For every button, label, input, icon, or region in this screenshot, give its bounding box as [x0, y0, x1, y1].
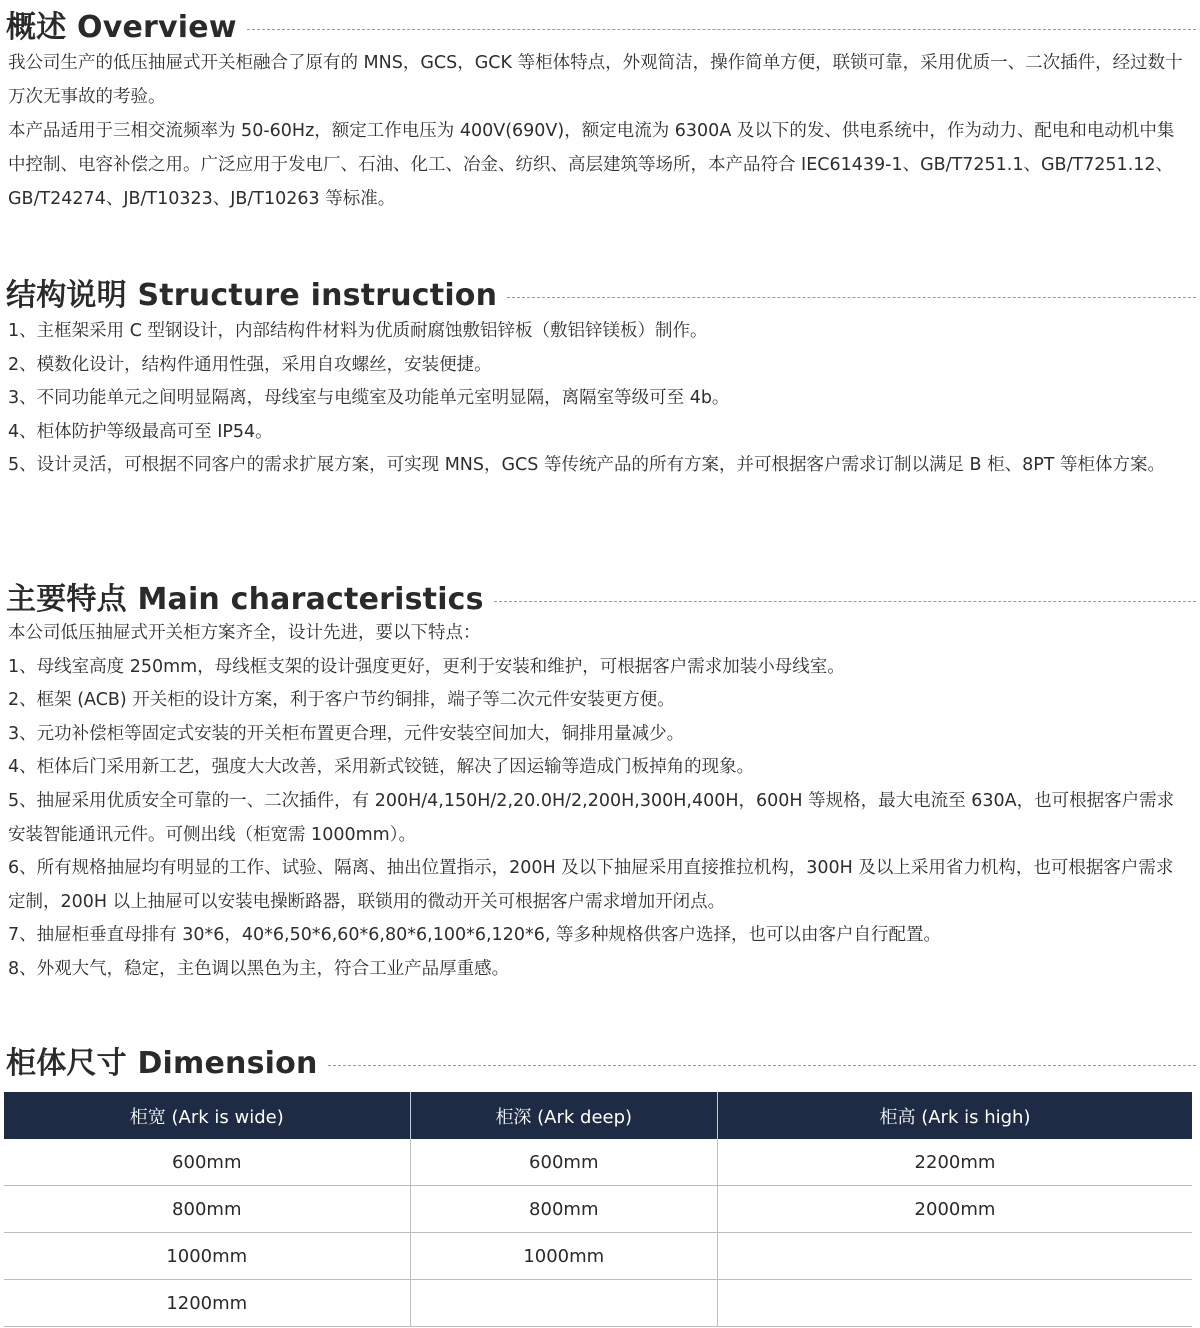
overview-heading: [0, 4, 1196, 44]
structure-title: 结构说明 Structure instruction: [6, 278, 498, 313]
structure-heading: [0, 272, 1196, 312]
header-depth: 柜深 (Ark deep): [410, 1092, 717, 1139]
table-cell: 800mm: [410, 1186, 717, 1233]
dashed-divider: [507, 297, 1196, 298]
table-header-row: [4, 1092, 1192, 1139]
overview-paragraph: 本产品适用于三相交流频率为 50-60Hz，额定工作电压为 400V(690V)，额定电流为 6300A 及以下的发、供电系统中，作为动力、配电和电动机中集中控制、电容补偿之用。广泛应用于发电厂、石油、化工、冶金、纺织、高层建筑等场所，本产品符合 IEC61439-1、GB/T7251.1、GB/T7251.12、GB/T24274、JB/T10323、JB/T10263 等标准。: [8, 121, 1175, 209]
table-cell: 600mm: [4, 1139, 410, 1186]
table-cell: 600mm: [410, 1139, 717, 1186]
dimension-title: 柜体尺寸 Dimension: [6, 1046, 318, 1081]
table-row: [4, 1186, 1192, 1233]
list-item: 4、柜体防护等级最高可至 IP54。: [8, 421, 273, 442]
overview-title: 概述 Overview: [6, 10, 237, 45]
table-row: [4, 1233, 1192, 1280]
table-cell: [717, 1280, 1192, 1327]
header-width: 柜宽 (Ark is wide): [4, 1092, 410, 1139]
main-characteristics-section: [0, 576, 1196, 987]
list-item: 5、抽屉采用优质安全可靠的一、二次插件，有 200H/4,150H/2,20.0H/2,200H,300H,400H，600H 等规格，最大电流至 630A，也可根据客户需求安装智能通讯元件。可侧出线（柜宽需 1000mm）。: [8, 790, 1175, 845]
main-title: 主要特点 Main characteristics: [6, 582, 484, 617]
list-item: 5、设计灵活，可根据不同客户的需求扩展方案，可实现 MNS，GCS 等传统产品的所有方案，并可根据客户需求订制以满足 B 柜、8PT 等柜体方案。: [8, 455, 1166, 476]
table-cell: 800mm: [4, 1186, 410, 1233]
table-cell: 2000mm: [717, 1186, 1192, 1233]
main-intro: 本公司低压抽屉式开关柜方案齐全，设计先进，要以下特点：: [8, 623, 481, 643]
table-cell: 1000mm: [4, 1233, 410, 1280]
dashed-divider: [328, 1065, 1196, 1066]
list-item: 3、元功补偿柜等固定式安装的开关柜布置更合理，元件安装空间加大，铜排用量减少。: [8, 723, 685, 744]
list-item: 1、母线室高度 250mm，母线框支架的设计强度更好，更利于安装和维护，可根据客户需求加装小母线室。: [8, 656, 845, 677]
list-item: 2、模数化设计，结构件通用性强，采用自攻螺丝，安装便捷。: [8, 354, 492, 375]
table-cell: 2200mm: [717, 1139, 1192, 1186]
table-row: [4, 1280, 1192, 1327]
list-item: 6、所有规格抽屉均有明显的工作、试验、隔离、抽出位置指示，200H 及以下抽屉采用直接推拉机构，300H 及以上采用省力机构，也可根据客户需求定制，200H 以上抽屉可以安装电操断路器，联锁用的微动开关可根据客户需求增加开闭点。: [8, 858, 1174, 912]
dimension-heading: [0, 1040, 1196, 1080]
list-item: 8、外观大气，稳定，主色调以黑色为主，符合工业产品厚重感。: [8, 958, 510, 979]
overview-section: [0, 4, 1196, 216]
list-item: 3、不同功能单元之间明显隔离，母线室与电缆室及功能单元室明显隔，离隔室等级可至 4b。: [8, 388, 730, 409]
dashed-divider: [247, 29, 1196, 30]
dimension-table: [4, 1092, 1192, 1327]
list-item: 2、框架 (ACB) 开关柜的设计方案，利于客户节约铜排，端子等二次元件安装更方便。: [8, 690, 675, 711]
table-cell: [717, 1233, 1192, 1280]
main-list: [0, 617, 1196, 987]
list-item: 4、柜体后门采用新工艺，强度大大改善，采用新式铰链，解决了因运输等造成门板掉角的现象。: [8, 757, 755, 778]
list-item: 7、抽屉柜垂直母排有 30*6，40*6,50*6,60*6,80*6,100*6,120*6, 等多种规格供客户选择，也可以由客户自行配置。: [8, 925, 941, 946]
list-item: 1、主框架采用 C 型钢设计，内部结构件材料为优质耐腐蚀敷铝锌板（敷铝锌镁板）制作。: [8, 321, 708, 341]
main-heading: [0, 576, 1196, 616]
table-cell: [410, 1280, 717, 1327]
structure-section: [0, 272, 1196, 483]
structure-list: [0, 315, 1196, 483]
table-cell: 1200mm: [4, 1280, 410, 1327]
dimension-section: [0, 1040, 1196, 1080]
table-row: [4, 1139, 1192, 1186]
table-cell: 1000mm: [410, 1233, 717, 1280]
dashed-divider: [494, 601, 1196, 602]
header-height: 柜高 (Ark is high): [717, 1092, 1192, 1139]
overview-paragraph: 我公司生产的低压抽屉式开关柜融合了原有的 MNS，GCS，GCK 等柜体特点，外观简洁，操作简单方便，联锁可靠，采用优质一、二次插件，经过数十万次无事故的考验。: [8, 53, 1183, 107]
